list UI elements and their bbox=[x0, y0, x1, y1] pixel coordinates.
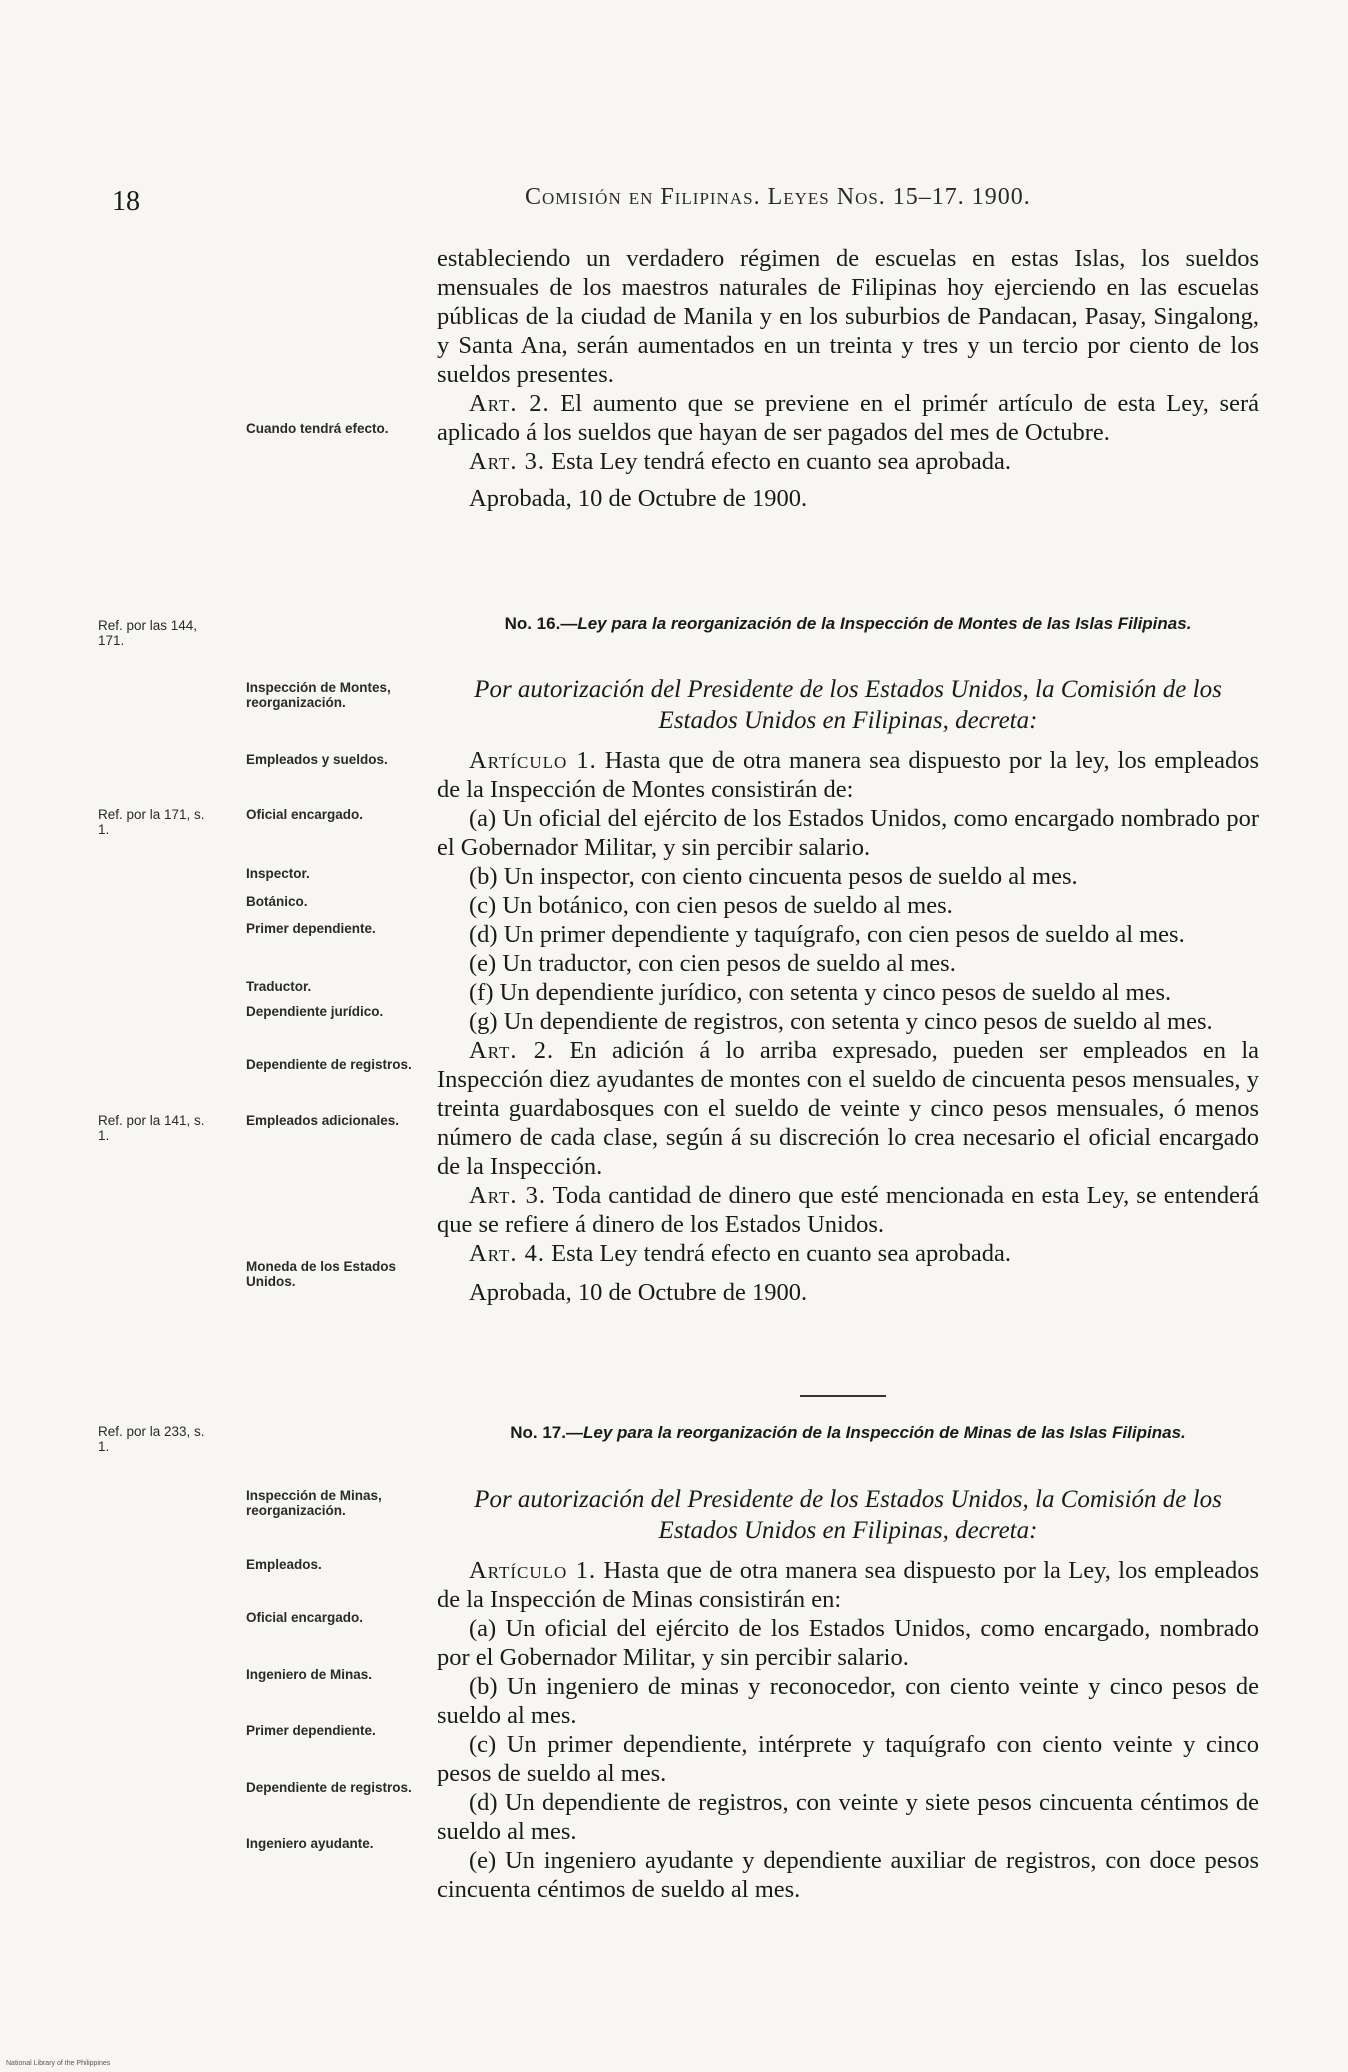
art-label: Art. 3. bbox=[469, 448, 546, 475]
ref-141: Ref. por la 141, s. 1. bbox=[98, 1113, 205, 1143]
margin-inspeccion-minas: Inspección de Minas, reorganización. bbox=[246, 1488, 382, 1518]
law15-approved: Aprobada, 10 de Octubre de 1900. bbox=[469, 485, 808, 512]
law17-title bbox=[437, 1422, 1259, 1443]
margin-registros: Dependiente de registros. bbox=[246, 1057, 412, 1072]
margin-primer-dependiente: Primer dependiente. bbox=[246, 921, 376, 936]
law-number: No. 16.— bbox=[504, 614, 578, 633]
margin-note-cuando: Cuando tendrá efecto. bbox=[246, 421, 389, 436]
law17-item: (d) Un dependiente de registros, con veinte y siete pesos cincuenta céntimos de sueldo al mes. bbox=[437, 1789, 1259, 1845]
art-text: Esta Ley tendrá efecto en cuanto sea aprobada. bbox=[551, 448, 1011, 475]
law16-item: (c) Un botánico, con cien pesos de sueldo al mes. bbox=[469, 892, 953, 919]
art-label: Art. 3. bbox=[469, 1182, 546, 1209]
margin-traductor: Traductor. bbox=[246, 979, 312, 994]
running-head: Comisión en Filipinas. Leyes Nos. 15–17. 1900. bbox=[525, 184, 1031, 210]
margin-oficial-17: Oficial encargado. bbox=[246, 1610, 364, 1625]
margin-inspector: Inspector. bbox=[246, 866, 310, 881]
section-rule bbox=[800, 1395, 886, 1397]
margin-adicionales: Empleados adicionales. bbox=[246, 1113, 400, 1128]
law16-art4 bbox=[437, 1239, 1259, 1268]
law16-art1 bbox=[437, 746, 1259, 804]
law17-item: (e) Un ingeniero ayudante y dependiente auxiliar de registros, con doce pesos cincuenta céntimos de sueldo al mes. bbox=[437, 1847, 1259, 1903]
art-label: Art. 2. bbox=[469, 390, 550, 417]
law-number: No. 17.— bbox=[510, 1423, 583, 1442]
margin-botanico: Botánico. bbox=[246, 894, 308, 909]
law-title-text: Ley para la reorganización de la Inspección de Montes de las Islas Filipinas. bbox=[577, 614, 1192, 633]
law15-art3 bbox=[437, 447, 1259, 476]
margin-moneda: Moneda de los Estados Unidos. bbox=[246, 1259, 397, 1289]
margin-oficial: Oficial encargado. bbox=[246, 807, 364, 822]
art-text: Hasta que de otra manera sea dispuesto por la Ley, los empleados de la Inspección de Minas consistirán en: bbox=[437, 1557, 1259, 1613]
law15-art2 bbox=[437, 389, 1259, 447]
law16-item: (d) Un primer dependiente y taquígrafo, con cien pesos de sueldo al mes. bbox=[469, 921, 1185, 948]
law16-item: (g) Un dependiente de registros, con setenta y cinco pesos de sueldo al mes. bbox=[469, 1008, 1213, 1035]
law16-item: (e) Un traductor, con cien pesos de sueldo al mes. bbox=[469, 950, 956, 977]
art-label: Artículo 1. bbox=[469, 1557, 597, 1584]
law17-preamble: Por autorización del Presidente de los Estados Unidos, la Comisión de los Estados Unidos en Filipinas, decreta: bbox=[474, 1486, 1222, 1544]
law17-art1 bbox=[437, 1556, 1259, 1614]
law17-item: (a) Un oficial del ejército de los Estados Unidos, como encargado, nombrado por el Gobernador Militar, y sin percibir salario. bbox=[437, 1615, 1259, 1671]
law17-item: (c) Un primer dependiente, intérprete y taquígrafo con ciento veinte y cinco pesos de sueldo al mes. bbox=[437, 1731, 1259, 1787]
art-label: Art. 2. bbox=[469, 1037, 555, 1064]
law17-ref: Ref. por la 233, s. 1. bbox=[98, 1424, 205, 1454]
law16-item: (a) Un oficial del ejército de los Estados Unidos, como encargado nombrado por el Gobernador Militar, y sin percibir salario. bbox=[437, 805, 1259, 861]
margin-registros-17: Dependiente de registros. bbox=[246, 1780, 412, 1795]
law15-body bbox=[437, 244, 1259, 513]
law17-item: (b) Un ingeniero de minas y reconocedor, con ciento veinte y cinco pesos de sueldo al mes. bbox=[437, 1673, 1259, 1729]
law17-body bbox=[437, 1484, 1259, 1904]
margin-empleados: Empleados. bbox=[246, 1557, 322, 1572]
law16-ref: Ref. por las 144, 171. bbox=[98, 618, 198, 648]
law-title-text: Ley para la reorganización de la Inspección de Minas de las Islas Filipinas. bbox=[582, 1423, 1186, 1442]
margin-inspeccion-montes: Inspección de Montes, reorganización. bbox=[246, 680, 391, 710]
page-number: 18 bbox=[112, 186, 140, 217]
law16-body bbox=[437, 674, 1259, 1307]
law16-approved: Aprobada, 10 de Octubre de 1900. bbox=[469, 1279, 808, 1306]
law16-preamble: Por autorización del Presidente de los Estados Unidos, la Comisión de los Estados Unidos en Filipinas, decreta: bbox=[474, 676, 1222, 734]
law16-art3 bbox=[437, 1181, 1259, 1239]
margin-ingeniero: Ingeniero de Minas. bbox=[246, 1667, 373, 1682]
law16-art2 bbox=[437, 1036, 1259, 1181]
art-text: El aumento que se previene en el primér artículo de esta Ley, será aplicado á los sueldos que hayan de ser pagados del mes de Octubre. bbox=[437, 390, 1259, 446]
art-text: Esta Ley tendrá efecto en cuanto sea aprobada. bbox=[551, 1240, 1011, 1267]
law16-title bbox=[437, 613, 1259, 634]
margin-primer-17: Primer dependiente. bbox=[246, 1723, 376, 1738]
margin-ayudante: Ingeniero ayudante. bbox=[246, 1836, 374, 1851]
art-text: Hasta que de otra manera sea dispuesto por la ley, los empleados de la Inspección de Montes consistirán de: bbox=[437, 747, 1260, 803]
law16-item: (b) Un inspector, con ciento cincuenta pesos de sueldo al mes. bbox=[469, 863, 1078, 890]
margin-juridico: Dependiente jurídico. bbox=[246, 1004, 384, 1019]
art-text: Toda cantidad de dinero que esté mencionada en esta Ley, se entenderá que se refiere á dinero de los Estados Unidos. bbox=[437, 1182, 1259, 1238]
art-label: Art. 4. bbox=[469, 1240, 546, 1267]
ref-171: Ref. por la 171, s. 1. bbox=[98, 807, 205, 837]
footer-credit: National Library of the Philippines bbox=[6, 2060, 111, 2067]
art-label: Artículo 1. bbox=[469, 747, 597, 774]
art-text: En adición á lo arriba expresado, pueden ser empleados en la Inspección diez ayudantes de montes con el sueldo de cincuenta pesos mensuales, y treinta guardabosques con el sueldo de veinte y cinco pesos mensuales, ó menos número de cada clase, según á su discreción lo crea necesario el oficial encargado de la Inspección. bbox=[437, 1037, 1259, 1180]
law15-paragraph: estableciendo un verdadero régimen de escuelas en estas Islas, los sueldos mensuales de los maestros naturales de Filipinas hoy ejerciendo en las escuelas públicas de la ciudad de Manila y en los suburbios de Pandacan, Pasay, Singalong, y Santa Ana, serán aumentados en un treinta y tres y un tercio por ciento de los sueldos presentes. bbox=[437, 245, 1259, 388]
margin-empleados-sueldos: Empleados y sueldos. bbox=[246, 752, 388, 767]
law16-item: (f) Un dependiente jurídico, con setenta y cinco pesos de sueldo al mes. bbox=[469, 979, 1172, 1006]
